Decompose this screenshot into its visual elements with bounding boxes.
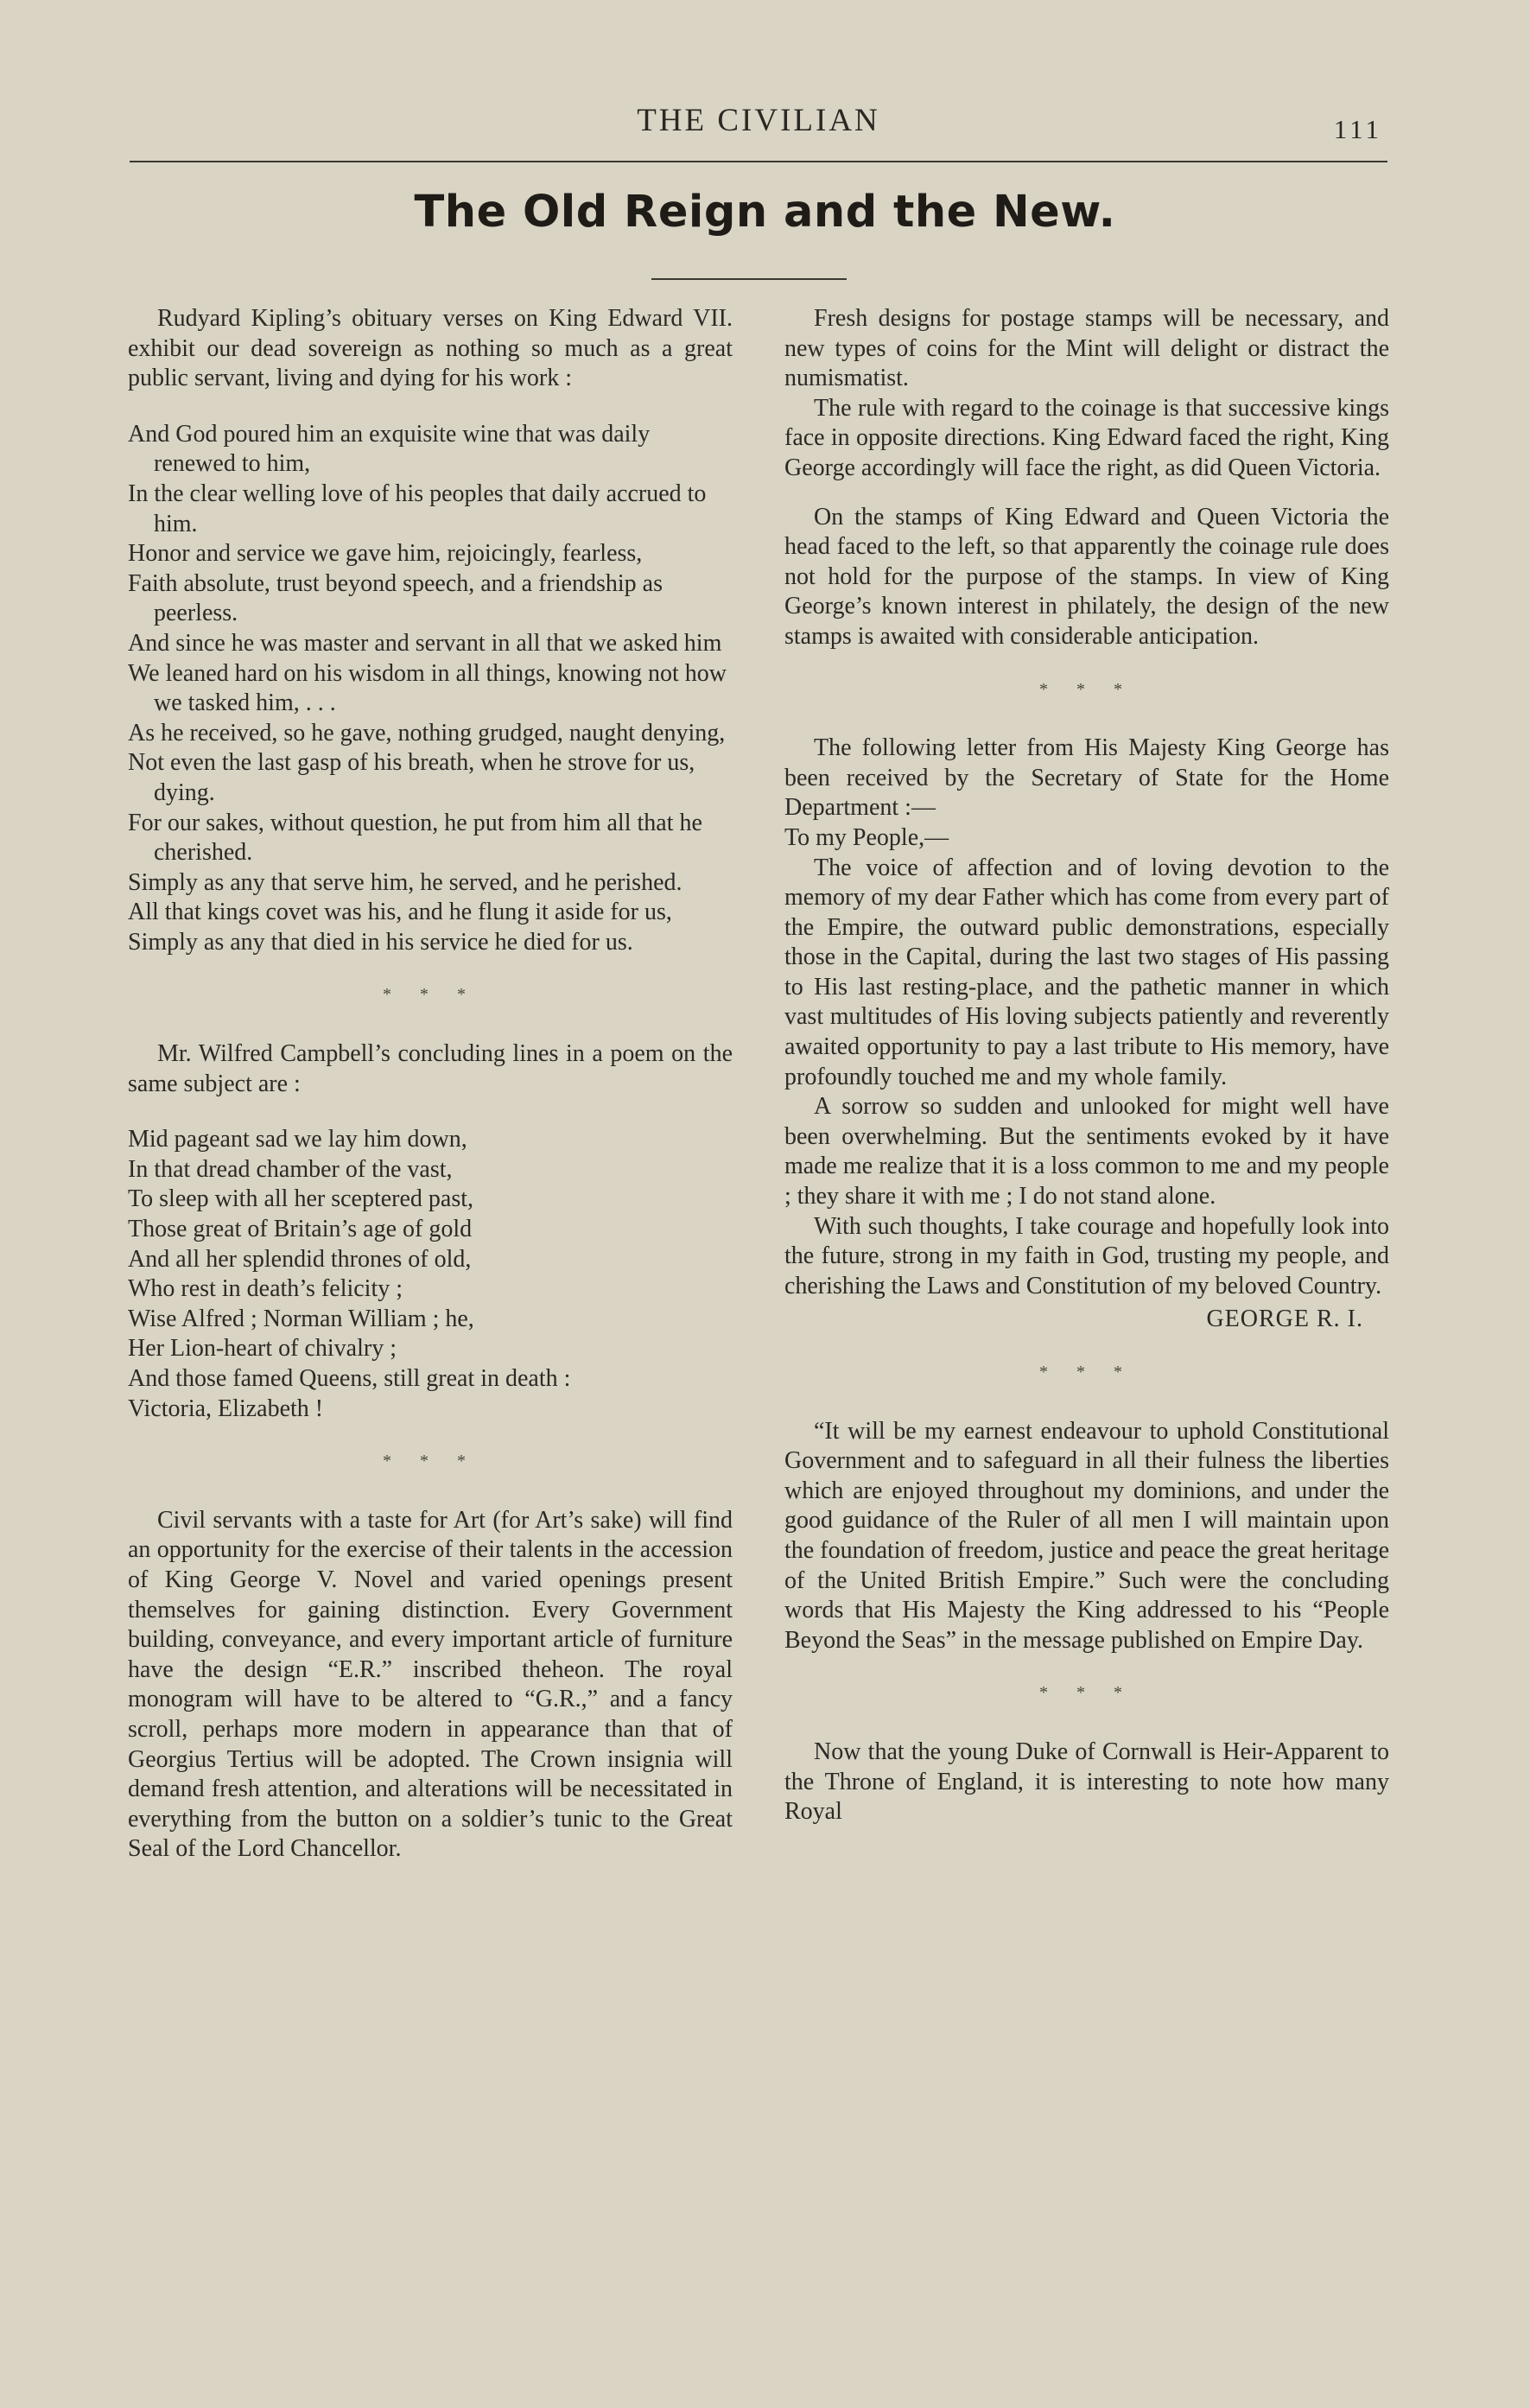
letter-paragraph: With such thoughts, I take courage and hopefully look into the future, strong in my faith in God, trusting my people, and cherishing the Laws and Constitution of my beloved Country.	[784, 1212, 1389, 1299]
verse-line: For our sakes, without question, he put from him all that he cherished.	[128, 809, 702, 867]
empire-day-paragraph: “It will be my earnest endeavour to uphold Constitutional Government and to safeguard in all their fulness the liberties which are enjoyed throughout my dominions, and under the good guidance of the Ruler of all men I will maintain upon the foundation of freedom, justice and peace the great heritage of the United British Empire.” Such were the concluding words that His Majesty the King addressed to his “People Beyond the Seas” in the message published on Empire Day.	[784, 1417, 1389, 1654]
verse-line: In that dread chamber of the vast,	[128, 1155, 453, 1183]
section-separator: * * *	[1039, 1363, 1134, 1382]
verse-line: Faith absolute, trust beyond speech, and a friendship as peerless.	[128, 569, 663, 627]
stamps-direction-paragraph: On the stamps of King Edward and Queen Victoria the head faced to the left, so that apparently the coinage rule does not hold for the purpose of the stamps. In view of King George’s known interest in philately, the design of the new stamps is awaited with considerable anticipation.	[784, 503, 1389, 650]
campbell-intro-paragraph: Mr. Wilfred Campbell’s concluding lines in a poem on the same subject are :	[128, 1040, 733, 1097]
kipling-verse	[128, 420, 733, 958]
verse-line: Wise Alfred ; Norman William ; he,	[128, 1305, 474, 1332]
stamps-paragraph: Fresh designs for postage stamps will be necessary, and new types of coins for the Mint will delight or distract the numismatist.	[784, 305, 1389, 392]
coinage-paragraph: The rule with regard to the coinage is that successive kings face in opposite directions. King Edward faced the right, King George accordingly will face the right, as did Queen Victoria.	[784, 394, 1389, 481]
verse-line: And God poured him an exquisite wine that was daily renewed to him,	[128, 420, 651, 478]
section-separator: * * *	[383, 985, 478, 1005]
section-separator: * * *	[1039, 679, 1134, 699]
verse-line: And those famed Queens, still great in death :	[128, 1365, 571, 1392]
verse-line: And since he was master and servant in all that we asked him	[128, 629, 722, 657]
section-separator: * * *	[383, 1452, 478, 1471]
verse-line: Not even the last gasp of his breath, when he strove for us, dying.	[128, 749, 695, 806]
verse-line: Simply as any that died in his service he died for us.	[128, 928, 633, 956]
signature: GEORGE R. I.	[1206, 1306, 1363, 1333]
title-rule	[651, 278, 847, 280]
header-rule	[130, 161, 1387, 162]
cornwall-paragraph: Now that the young Duke of Cornwall is Heir-Apparent to the Throne of England, it is interesting to note how many Royal	[784, 1738, 1389, 1826]
verse-line: To sleep with all her sceptered past,	[128, 1185, 474, 1213]
kipling-intro-paragraph: Rudyard Kipling’s obituary verses on King Edward VII. exhibit our dead sovereign as nothing so much as a great public servant, living and dying for his work :	[128, 305, 733, 392]
right-column	[784, 304, 1389, 1827]
verse-line: Those great of Britain’s age of gold	[128, 1216, 473, 1243]
art-paragraph: Civil servants with a taste for Art (for Art’s sake) will find an opportunity for the exercise of their talents in the accession of King George V. Novel and varied openings present themselves for gaining distinction. Every Government building, conveyance, and every important article of furniture have the design “E.R.” inscribed theheon. The royal monogram will have to be altered to “G.R.,” and a fancy scroll, perhaps more modern in appearance than that of Georgius Tertius will be adopted. The Crown insignia will demand fresh attention, and alterations will be necessitated in everything from the button on a soldier’s tunic to the Great Seal of the Lord Chancellor.	[128, 1506, 733, 1863]
verse-line: Mid pageant sad we lay him down,	[128, 1126, 467, 1153]
letter-intro-paragraph: The following letter from His Majesty King George has been received by the Secretary of State for the Home Department :—	[784, 734, 1389, 822]
verse-line: And all her splendid thrones of old,	[128, 1245, 472, 1273]
campbell-verse	[128, 1125, 733, 1424]
verse-line: As he received, so he gave, nothing grudged, naught denying,	[128, 719, 726, 747]
letter-salutation: To my People,—	[784, 823, 949, 851]
verse-line: Who rest in death’s felicity ;	[128, 1275, 403, 1303]
verse-line: Honor and service we gave him, rejoicingly, fearless,	[128, 540, 643, 568]
letter-paragraph: The voice of affection and of loving devotion to the memory of my dear Father which has come from every part of the Empire, the outward public demonstrations, especially those in the Capital, during the last two stages of His passing to His last resting-place, and the pathetic manner in which vast multitudes of His loving subjects patiently and reverently awaited opportunity to pay a last tribute to His memory, have profoundly touched me and my whole family.	[784, 854, 1389, 1090]
verse-line: Her Lion-heart of chivalry ;	[128, 1335, 397, 1363]
verse-line: All that kings covet was his, and he flung it aside for us,	[128, 899, 672, 926]
running-head	[130, 102, 1387, 154]
running-title: THE CIVILIAN	[637, 103, 880, 138]
left-column	[128, 304, 733, 1865]
verse-line: Simply as any that serve him, he served, and he perished.	[128, 868, 682, 896]
verse-line: We leaned hard on his wisdom in all things, knowing not how we tasked him, . . .	[128, 659, 727, 717]
verse-line: Victoria, Elizabeth !	[128, 1395, 324, 1422]
article-title: The Old Reign and the New.	[414, 187, 1116, 238]
verse-line: In the clear welling love of his peoples that daily accrued to him.	[128, 480, 707, 537]
section-separator: * * *	[1039, 1683, 1134, 1703]
letter-paragraph: A sorrow so sudden and unlooked for might well have been overwhelming. But the sentiments evoked by it have made me realize that it is a loss common to me and my people ; they share it with me ; I do not stand alone.	[784, 1093, 1389, 1210]
page-number: 111	[1333, 114, 1382, 144]
